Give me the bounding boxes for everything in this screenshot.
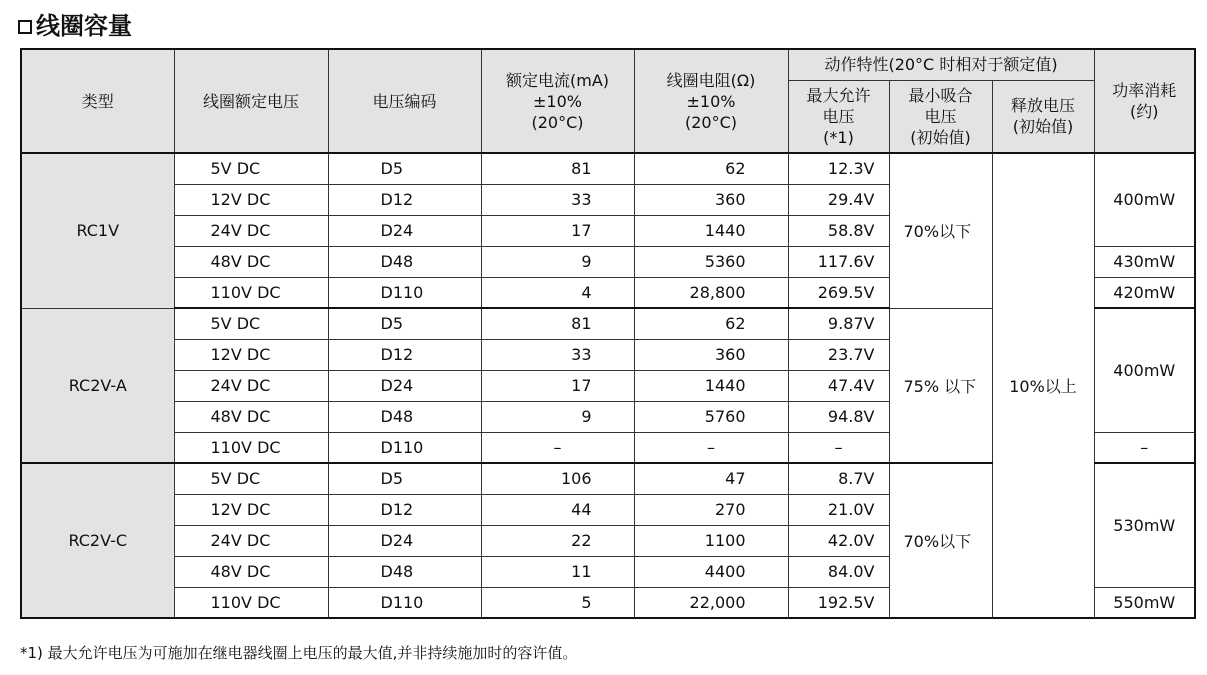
max-voltage-cell: 8.7V (788, 463, 889, 494)
power-cell: 400mW (1094, 153, 1195, 246)
header-min-pickup-line1: 最小吸合 (908, 85, 973, 105)
voltage-code-cell: D110 (328, 587, 481, 618)
header-max-allowed-line3: (*1) (823, 127, 854, 147)
coil-resistance-cell: 4400 (634, 556, 788, 587)
rated-voltage-cell: 5V DC (174, 153, 328, 184)
rated-voltage-cell: 24V DC (174, 525, 328, 556)
rated-current-cell: 4 (481, 277, 634, 308)
rated-voltage-cell: 24V DC (174, 215, 328, 246)
coil-resistance-cell: 360 (634, 184, 788, 215)
header-max-allowed-line2: 电压 (822, 106, 855, 126)
rated-voltage-cell: 24V DC (174, 370, 328, 401)
header-rated-current-line3: (20°C) (531, 112, 584, 132)
rated-current-cell: 17 (481, 215, 634, 246)
max-voltage-cell: 23.7V (788, 339, 889, 370)
voltage-code-cell: D5 (328, 308, 481, 339)
coil-resistance-cell: 62 (634, 153, 788, 184)
power-cell: 530mW (1094, 463, 1195, 587)
voltage-code-cell: D12 (328, 339, 481, 370)
max-voltage-cell: 12.3V (788, 153, 889, 184)
coil-resistance-cell: 1440 (634, 370, 788, 401)
rated-voltage-cell: 5V DC (174, 308, 328, 339)
min-pickup-cell: 75% 以下 (889, 308, 992, 463)
coil-resistance-cell: 47 (634, 463, 788, 494)
voltage-code-cell: D12 (328, 184, 481, 215)
checkbox-square-icon (18, 20, 32, 34)
header-rated-current (481, 49, 634, 153)
rated-current-cell: 44 (481, 494, 634, 525)
header-coil-resistance-line1: 线圈电阻(Ω) (666, 70, 756, 90)
max-voltage-cell: – (788, 432, 889, 463)
voltage-code-cell: D24 (328, 370, 481, 401)
header-rated-current-line1: 额定电流(mA) (505, 70, 610, 90)
voltage-code-cell: D48 (328, 556, 481, 587)
max-voltage-cell: 84.0V (788, 556, 889, 587)
header-operating-group: 动作特性(20°C 时相对于额定值) (788, 49, 1094, 80)
section-title-text: 线圈容量 (36, 12, 132, 40)
rated-current-cell: 106 (481, 463, 634, 494)
header-min-pickup-line3: (初始值) (910, 127, 971, 147)
power-cell: 550mW (1094, 587, 1195, 618)
coil-resistance-cell: 1440 (634, 215, 788, 246)
coil-resistance-cell: 5760 (634, 401, 788, 432)
voltage-code-cell: D48 (328, 246, 481, 277)
coil-resistance-cell: 5360 (634, 246, 788, 277)
header-coil-resistance (634, 49, 788, 153)
voltage-code-cell: D110 (328, 432, 481, 463)
rated-voltage-cell: 5V DC (174, 463, 328, 494)
voltage-code-cell: D24 (328, 525, 481, 556)
header-min-pickup-line2: 电压 (924, 106, 957, 126)
voltage-code-cell: D5 (328, 153, 481, 184)
power-cell: 420mW (1094, 277, 1195, 308)
header-release-line1: 释放电压 (1011, 96, 1076, 116)
power-cell: 400mW (1094, 308, 1195, 432)
min-pickup-cell: 70%以下 (889, 153, 992, 308)
rated-voltage-cell: 48V DC (174, 556, 328, 587)
max-voltage-cell: 29.4V (788, 184, 889, 215)
rated-voltage-cell: 12V DC (174, 494, 328, 525)
header-release (992, 80, 1094, 153)
coil-resistance-cell: 22,000 (634, 587, 788, 618)
header-max-allowed-line1: 最大允许 (806, 85, 871, 105)
header-voltage-code: 电压编码 (328, 49, 481, 153)
rated-current-cell: 11 (481, 556, 634, 587)
rated-current-cell: 33 (481, 339, 634, 370)
max-voltage-cell: 58.8V (788, 215, 889, 246)
type-cell: RC2V-A (21, 308, 174, 463)
rated-voltage-cell: 48V DC (174, 246, 328, 277)
header-power-line1: 功率消耗 (1112, 81, 1177, 100)
voltage-code-cell: D110 (328, 277, 481, 308)
coil-capacity-table (20, 48, 1196, 619)
coil-resistance-cell: – (634, 432, 788, 463)
rated-current-cell: 33 (481, 184, 634, 215)
rated-current-cell: 9 (481, 246, 634, 277)
footnote: *1) 最大允许电压为可施加在继电器线圈上电压的最大值,并非持续施加时的容许值。 (20, 644, 578, 662)
rated-voltage-cell: 48V DC (174, 401, 328, 432)
header-max-allowed (788, 80, 889, 153)
voltage-code-cell: D24 (328, 215, 481, 246)
rated-current-cell: 5 (481, 587, 634, 618)
max-voltage-cell: 269.5V (788, 277, 889, 308)
max-voltage-cell: 9.87V (788, 308, 889, 339)
type-cell: RC1V (21, 153, 174, 308)
rated-current-cell: – (481, 432, 634, 463)
max-voltage-cell: 21.0V (788, 494, 889, 525)
rated-voltage-cell: 110V DC (174, 277, 328, 308)
rated-voltage-cell: 12V DC (174, 184, 328, 215)
header-rated-current-line2: ±10% (533, 91, 582, 111)
max-voltage-cell: 117.6V (788, 246, 889, 277)
rated-current-cell: 17 (481, 370, 634, 401)
coil-resistance-cell: 270 (634, 494, 788, 525)
max-voltage-cell: 42.0V (788, 525, 889, 556)
max-voltage-cell: 94.8V (788, 401, 889, 432)
header-rated-voltage: 线圈额定电压 (174, 49, 328, 153)
coil-resistance-cell: 1100 (634, 525, 788, 556)
rated-voltage-cell: 12V DC (174, 339, 328, 370)
coil-resistance-cell: 62 (634, 308, 788, 339)
type-cell: RC2V-C (21, 463, 174, 618)
header-type: 类型 (21, 49, 174, 153)
section-title (18, 10, 132, 42)
header-min-pickup (889, 80, 992, 153)
header-release-line2: (初始值) (1012, 117, 1074, 137)
header-power-line2: (约) (1130, 102, 1159, 121)
coil-resistance-cell: 28,800 (634, 277, 788, 308)
header-coil-resistance-line2: ±10% (686, 91, 736, 111)
max-voltage-cell: 192.5V (788, 587, 889, 618)
table-row (21, 153, 1195, 184)
voltage-code-cell: D48 (328, 401, 481, 432)
rated-voltage-cell: 110V DC (174, 587, 328, 618)
rated-voltage-cell: 110V DC (174, 432, 328, 463)
rated-current-cell: 81 (481, 153, 634, 184)
voltage-code-cell: D5 (328, 463, 481, 494)
rated-current-cell: 22 (481, 525, 634, 556)
release-voltage-cell: 10%以上 (992, 153, 1094, 618)
max-voltage-cell: 47.4V (788, 370, 889, 401)
power-cell: 430mW (1094, 246, 1195, 277)
rated-current-cell: 81 (481, 308, 634, 339)
header-coil-resistance-line3: (20°C) (684, 112, 737, 132)
power-cell: – (1094, 432, 1195, 463)
voltage-code-cell: D12 (328, 494, 481, 525)
header-power (1094, 49, 1195, 153)
rated-current-cell: 9 (481, 401, 634, 432)
min-pickup-cell: 70%以下 (889, 463, 992, 618)
coil-resistance-cell: 360 (634, 339, 788, 370)
